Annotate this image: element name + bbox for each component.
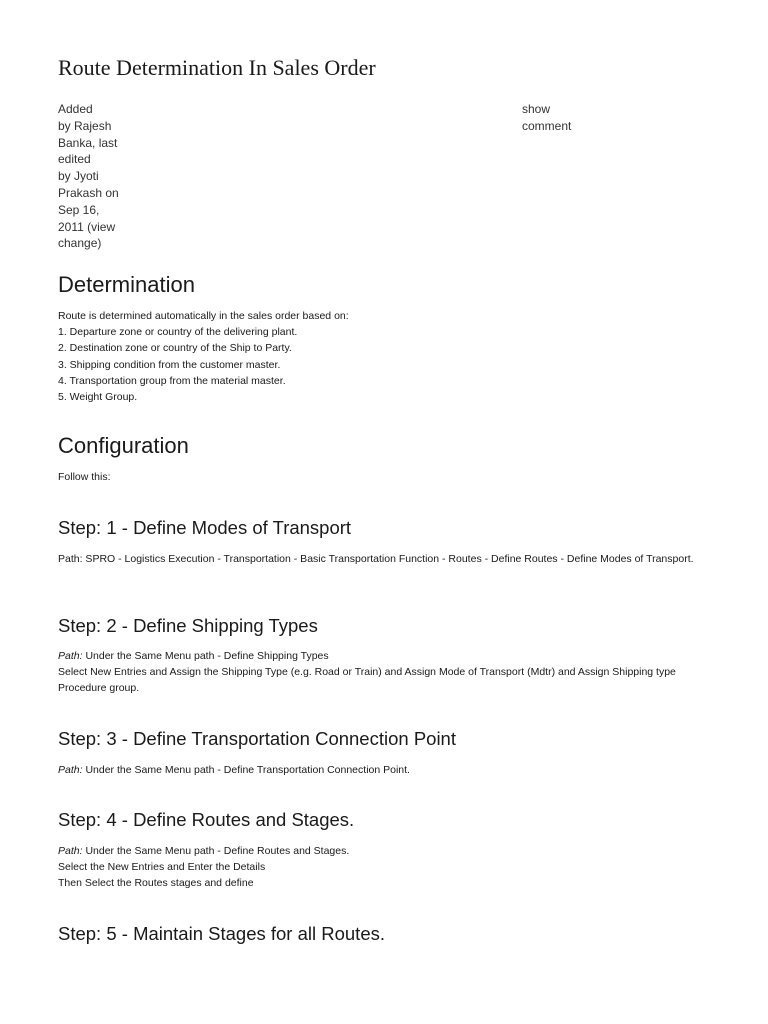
meta-date: Sep 16, bbox=[58, 202, 100, 217]
step-1-body bbox=[58, 551, 708, 567]
step-4-body bbox=[58, 843, 708, 892]
list-item: 4. Transportation group from the material master. bbox=[58, 374, 286, 387]
list-item: 1. Departure zone or country of the delivering plant. bbox=[58, 326, 298, 339]
step-path bbox=[58, 762, 708, 778]
step-detail: Select New Entries and Assign the Shipping Type (e.g. Road or Train) and Assign Mode of Transport (Mdtr) and Assign Shipping type Procedure group. bbox=[58, 666, 676, 695]
step-path bbox=[58, 843, 708, 859]
step-2-heading: Step: 2 - Define Shipping Types bbox=[58, 615, 318, 636]
step-4-heading: Step: 4 - Define Routes and Stages. bbox=[58, 809, 355, 830]
show-comment-line[interactable]: show bbox=[522, 102, 551, 116]
step-5-heading: Step: 5 - Maintain Stages for all Routes. bbox=[58, 923, 386, 944]
meta-editor-link[interactable]: by Jyoti bbox=[58, 169, 99, 184]
page-title: Route Determination In Sales Order bbox=[58, 55, 376, 80]
step-1-heading: Step: 1 - Define Modes of Transport bbox=[58, 517, 352, 538]
page-metadata bbox=[58, 101, 130, 252]
step-2-body bbox=[58, 648, 708, 697]
step-detail: Then Select the Routes stages and define bbox=[58, 877, 254, 890]
view-change-link[interactable]: change) bbox=[58, 236, 102, 251]
meta-line: Added bbox=[58, 102, 93, 116]
view-change-link[interactable]: 2011 (view bbox=[58, 219, 116, 234]
determination-heading: Determination bbox=[58, 272, 195, 297]
step-3-body bbox=[58, 762, 708, 778]
determination-intro: Route is determined automatically in the sales order based on: bbox=[58, 310, 349, 322]
path-label: Path: bbox=[58, 764, 83, 776]
meta-line: Banka, last bbox=[58, 135, 118, 150]
configuration-body bbox=[58, 469, 708, 485]
list-item: 3. Shipping condition from the customer master. bbox=[58, 358, 281, 371]
configuration-heading: Configuration bbox=[58, 433, 189, 458]
path-label: Path: bbox=[58, 650, 83, 662]
configuration-intro: Follow this: bbox=[58, 471, 111, 483]
path-label: Path: bbox=[58, 845, 83, 857]
meta-author-link[interactable]: by Rajesh bbox=[58, 118, 112, 133]
step-path bbox=[58, 648, 708, 664]
determination-body bbox=[58, 308, 708, 405]
list-item: 5. Weight Group. bbox=[58, 391, 138, 404]
path-text: Under the Same Menu path - Define Transportation Connection Point. bbox=[82, 764, 410, 776]
step-path: Path: SPRO - Logistics Execution - Transportation - Basic Transportation Function - Routes - Define Routes - Define Modes of Transport. bbox=[58, 553, 694, 565]
path-text: Under the Same Menu path - Define Shipping Types bbox=[82, 650, 329, 662]
meta-line: Prakash on bbox=[58, 185, 119, 200]
path-text: Under the Same Menu path - Define Routes and Stages. bbox=[82, 845, 350, 857]
list-item: 2. Destination zone or country of the Ship to Party. bbox=[58, 342, 292, 355]
meta-line: edited bbox=[58, 152, 91, 167]
show-comment-link[interactable] bbox=[522, 101, 592, 135]
show-comment-line[interactable]: comment bbox=[522, 118, 572, 133]
step-3-heading: Step: 3 - Define Transportation Connection Point bbox=[58, 728, 456, 749]
step-detail: Select the New Entries and Enter the Details bbox=[58, 861, 266, 874]
